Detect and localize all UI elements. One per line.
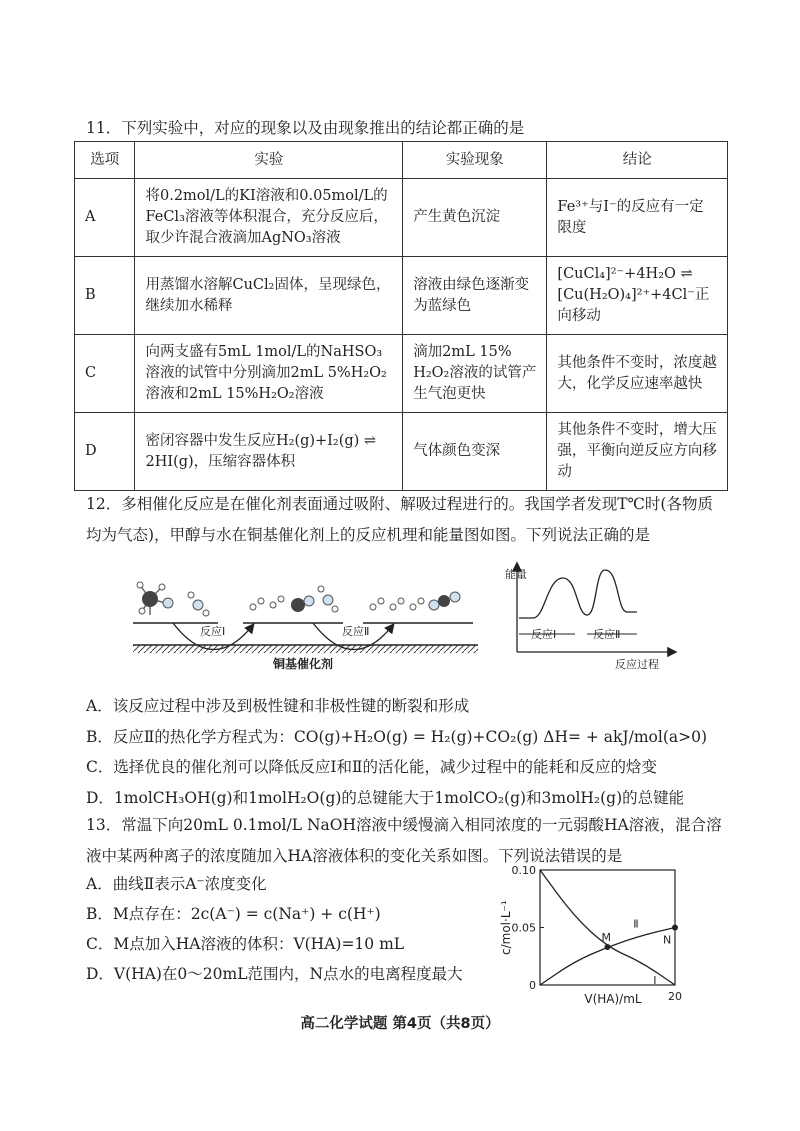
- q13-option-a: A．曲线Ⅱ表示A⁻浓度变化: [86, 875, 267, 893]
- energy-ylabel: 能量: [505, 568, 527, 581]
- q13-option-b: B．M点存在：2c(A⁻) = c(Na⁺) + c(H⁺): [86, 905, 381, 923]
- energy-seg1-label: 反应Ⅰ: [531, 628, 557, 641]
- table-row: [75, 179, 728, 257]
- row-phenomenon: 溶液由绿色逐渐变为蓝绿色: [403, 257, 547, 335]
- page-footer: 高二化学试题 第4页（共8页）: [300, 1016, 500, 1032]
- row-option: D: [75, 413, 135, 491]
- q13-option-d: D．V(HA)在0～20mL范围内，N点水的电离程度最大: [86, 965, 463, 983]
- row-phenomenon: 产生黄色沉淀: [403, 179, 547, 257]
- y-tick-label: 0.05: [511, 921, 536, 935]
- table-row: [75, 257, 728, 335]
- chart-xlabel: V(HA)/mL: [584, 992, 642, 1006]
- series-label: Ⅱ: [633, 917, 639, 931]
- chart-ylabel: c/mol·L⁻¹: [499, 900, 513, 955]
- q13-title: 13．常温下向20mL 0.1mol/L NaOH溶液中缓慢滴入相同浓度的一元弱酸HA溶液，混合溶液中某两种离子的浓度随加入HA溶液体积的变化关系如图。下列说法错误的是: [86, 816, 722, 865]
- row-phenomenon: 滴加2mL 15% H₂O₂溶液的试管产生气泡更快: [403, 335, 547, 413]
- q12-option-b: B．反应Ⅱ的热化学方程式为：CO(g)+H₂O(g) = H₂(g)+CO₂(g) ΔH= + akJ/mol(a>0): [86, 728, 708, 746]
- row-experiment: 用蒸馏水溶解CuCl₂固体，呈现绿色，继续加水稀释: [135, 257, 403, 335]
- table-row: [75, 413, 728, 491]
- header-option: 选项: [75, 142, 135, 179]
- header-phenomenon: 实验现象: [403, 142, 547, 179]
- point-label: N: [663, 933, 672, 947]
- energy-seg2-label: 反应Ⅱ: [593, 628, 621, 641]
- row-phenomenon: 气体颜色变深: [403, 413, 547, 491]
- data-point-m: [605, 944, 611, 950]
- catalyst-surface: [133, 645, 478, 653]
- energy-xlabel: 反应过程: [615, 658, 659, 671]
- q11-title: 11．下列实验中，对应的现象以及由现象推出的结论都正确的是: [86, 119, 525, 137]
- row-option: C: [75, 335, 135, 413]
- row-experiment: 将0.2mol/L的KI溶液和0.05mol/L的FeCl₃溶液等体积混合，充分反应后，取少许混合液滴加AgNO₃溶液: [135, 179, 403, 257]
- chart-frame: [540, 870, 675, 985]
- step1-label: 反应Ⅰ: [200, 625, 226, 638]
- q13-option-c: C．M点加入HA溶液的体积：V(HA)=10 mL: [86, 935, 405, 953]
- header-conclusion: 结论: [547, 142, 728, 179]
- header-experiment: 实验: [135, 142, 403, 179]
- q12-option-d: D．1molCH₃OH(g)和1molH₂O(g)的总键能大于1molCO₂(g)和3molH₂(g)的总键能: [86, 789, 685, 807]
- q12-title: 12．多相催化反应是在催化剂表面通过吸附、解吸过程进行的。我国学者发现T℃时(各物质均为气态)，甲醇与水在铜基催化剂上的反应机理和能量图如图。下列说法正确的是: [86, 495, 713, 544]
- q11-table: [74, 141, 728, 491]
- water-molecule-icon: [188, 592, 209, 616]
- catalyst-label: 铜基催化剂: [273, 657, 334, 671]
- row-conclusion: 其他条件不变时，增大压强，平衡向逆反应方向移动: [547, 413, 728, 491]
- table-row: [75, 335, 728, 413]
- row-experiment: 向两支盛有5mL 1mol/L的NaHSO₃溶液的试管中分别滴加2mL 5%H₂O₂溶液和2mL 15%H₂O₂溶液: [135, 335, 403, 413]
- series-line-1: [540, 870, 675, 985]
- energy-curve: [519, 570, 637, 618]
- y-tick-label: 0: [529, 979, 536, 992]
- point-label: M: [601, 931, 611, 945]
- data-point-n: [672, 925, 678, 931]
- intermediate-molecules-icon: [250, 586, 338, 612]
- methanol-molecule-icon: [137, 582, 173, 615]
- mechanism-diagram: [128, 555, 483, 675]
- step2-label: 反应Ⅱ: [342, 625, 370, 638]
- row-conclusion: 其他条件不变时，浓度越大，化学反应速率越快: [547, 335, 728, 413]
- q12-option-c: C．选择优良的催化剂可以降低反应Ⅰ和Ⅱ的活化能，减少过程中的能耗和反应的焓变: [86, 758, 658, 776]
- concentration-chart: [480, 860, 705, 1010]
- y-tick-label: 0.10: [511, 864, 536, 877]
- table-header-row: [75, 142, 728, 179]
- row-conclusion: Fe³⁺与I⁻的反应有一定限度: [547, 179, 728, 257]
- row-option: B: [75, 257, 135, 335]
- x-tick-label: 20: [668, 990, 682, 1003]
- energy-diagram: [505, 560, 685, 675]
- row-option: A: [75, 179, 135, 257]
- product-molecules-icon: [370, 592, 460, 610]
- q12-option-a: A．该反应过程中涉及到极性键和非极性键的断裂和形成: [86, 697, 470, 715]
- row-experiment: 密闭容器中发生反应H₂(g)+I₂(g) ⇌ 2HI(g)，压缩容器体积: [135, 413, 403, 491]
- row-conclusion: [CuCl₄]²⁻+4H₂O ⇌ [Cu(H₂O)₄]²⁺+4Cl⁻正向移动: [547, 257, 728, 335]
- series-label: Ⅰ: [653, 974, 657, 987]
